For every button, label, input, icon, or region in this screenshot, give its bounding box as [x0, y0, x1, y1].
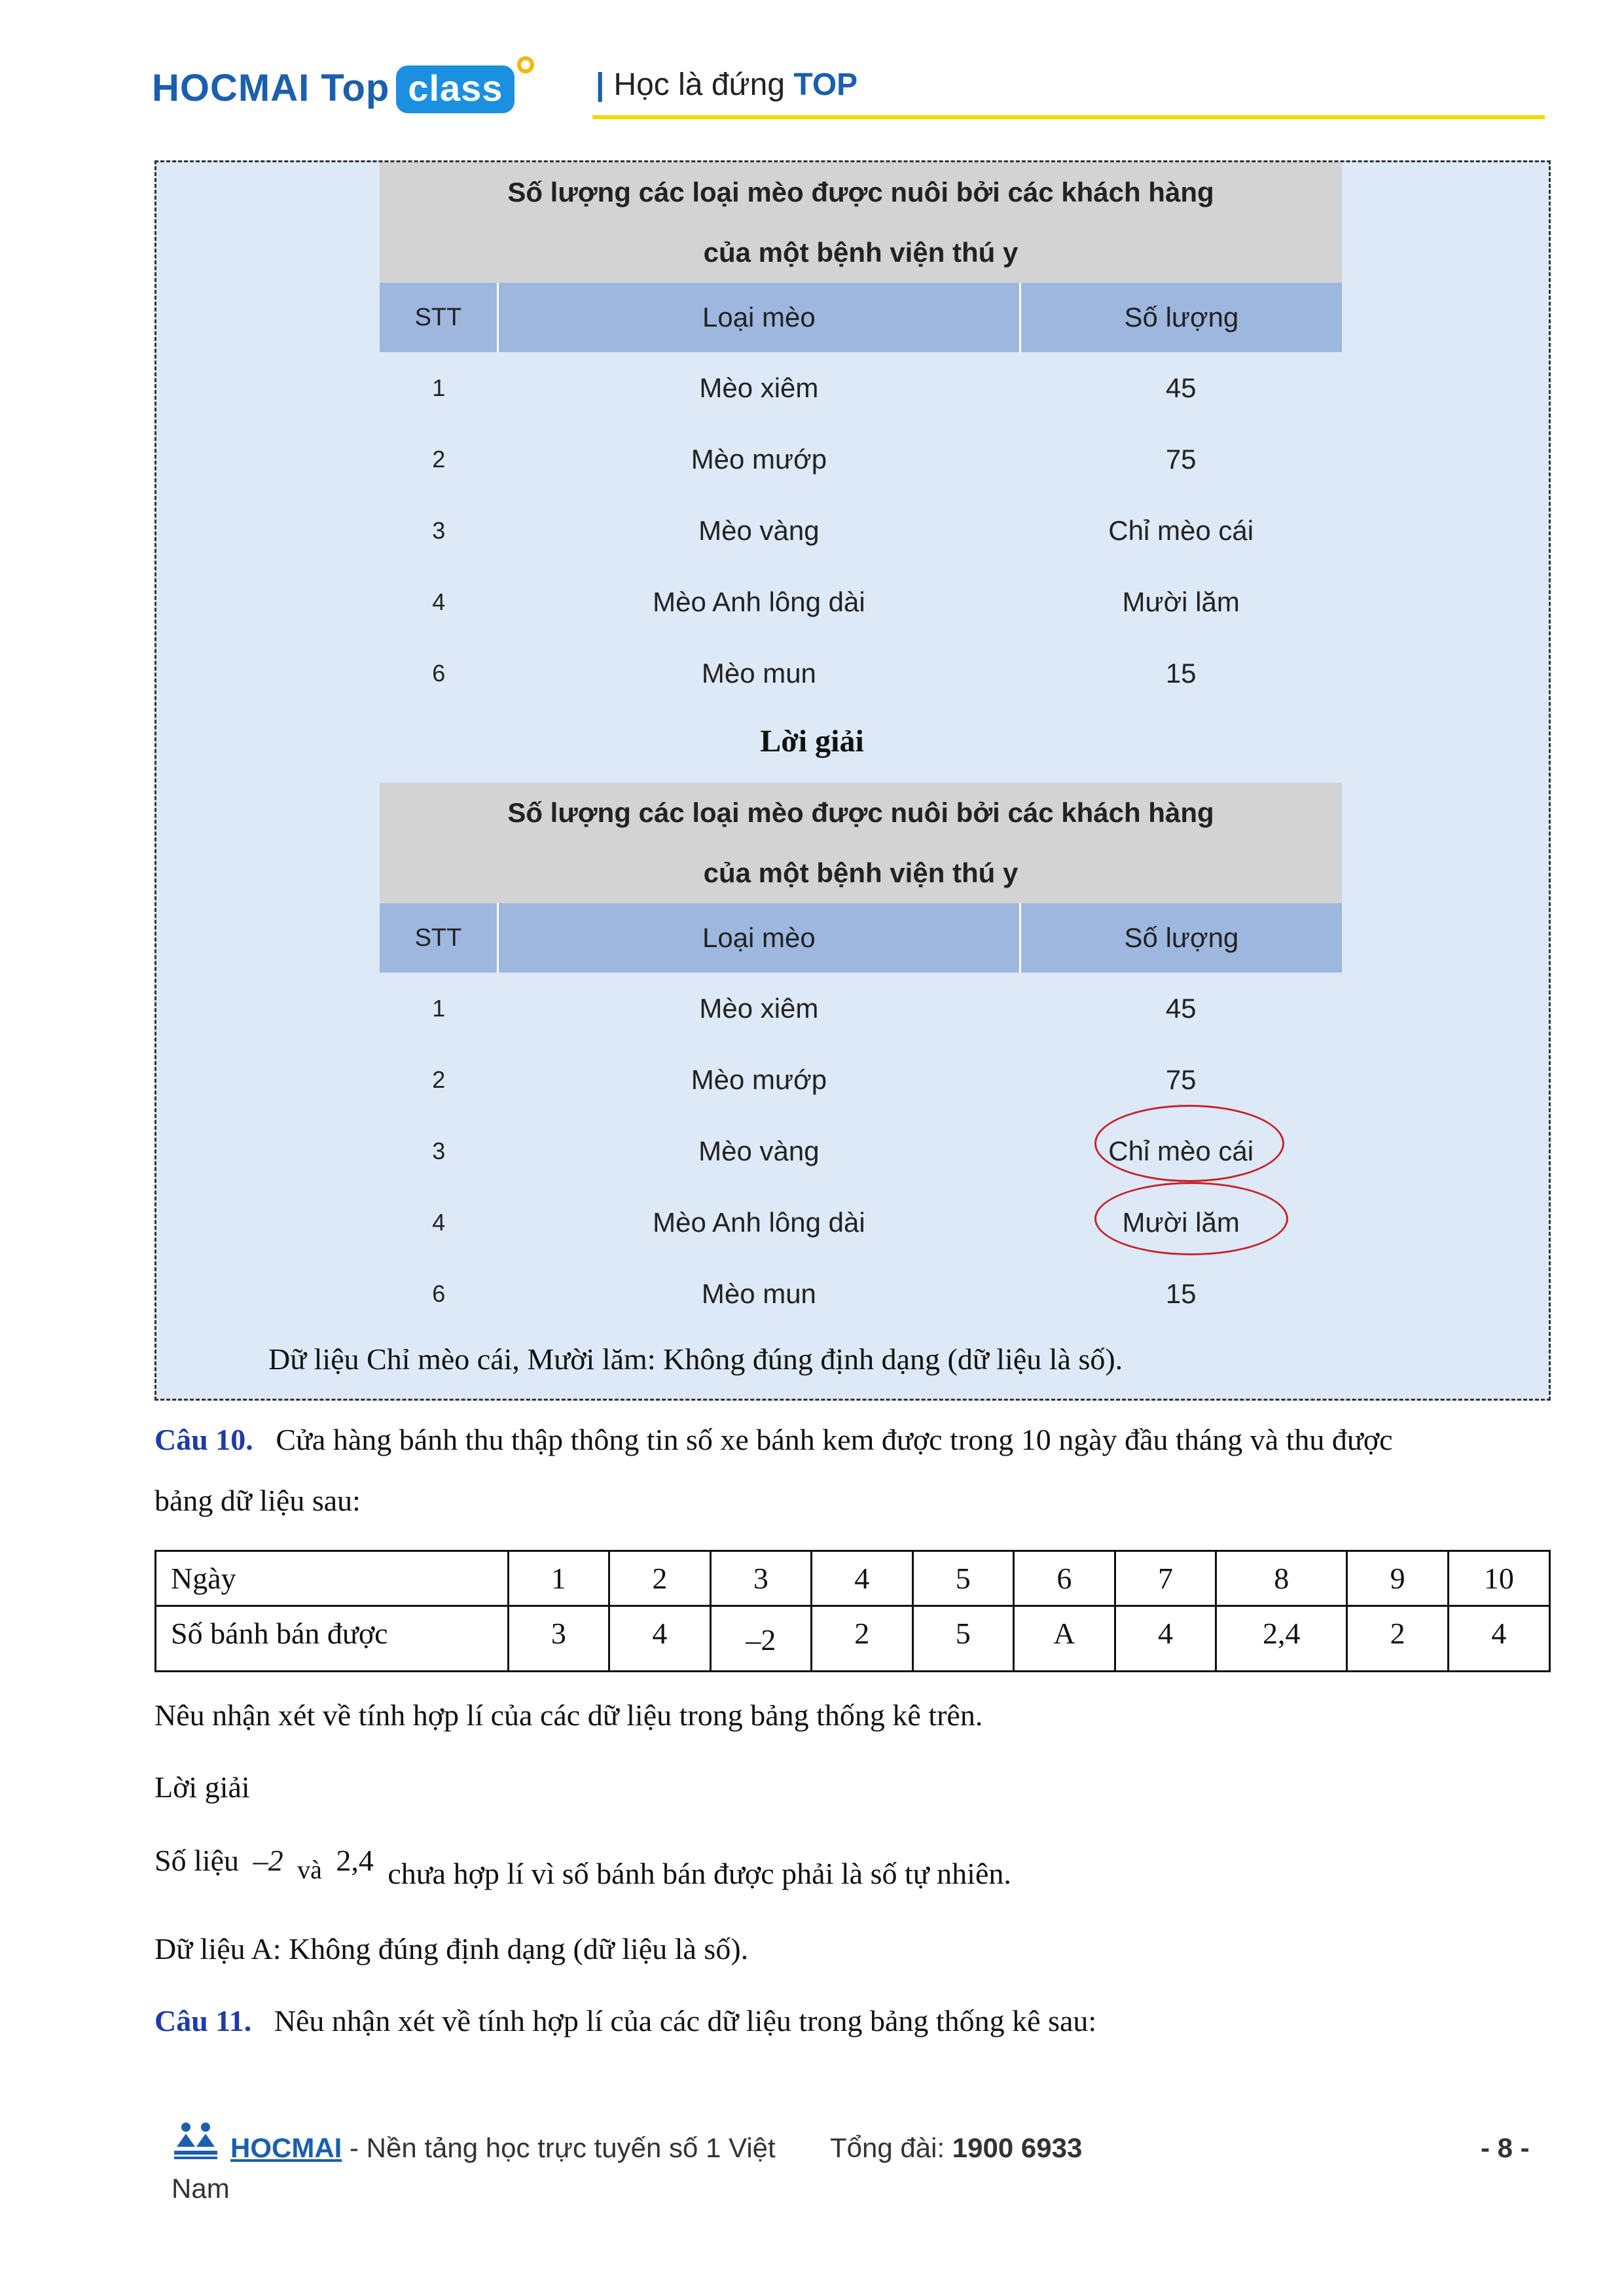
highlight-circle-muoi-lam [1094, 1182, 1288, 1255]
header-quantity: Số lượng [1020, 903, 1342, 973]
header-stt: STT [380, 903, 497, 973]
page-number: - 8 - [1481, 2132, 1530, 2163]
footer-hotline: Tổng đài: 1900 6933 [830, 2132, 1083, 2163]
table-row: Số bánh bán được 3 4 –2 2 5 A 4 2,4 2 4 [156, 1606, 1550, 1672]
question-label: Câu 11. [154, 2004, 252, 2037]
table-row: Ngày 1 2 3 4 5 6 7 8 9 10 [156, 1551, 1550, 1606]
logo-text: HOCMAI Top [152, 67, 390, 109]
solution-heading: Lời giải [760, 724, 864, 759]
table-header-row [380, 903, 1342, 973]
question-10-solution-line2: Dữ liệu A: Không đúng định dạng (dữ liệu là số). [154, 1932, 749, 1965]
header-stt: STT [380, 283, 497, 352]
table-row: 3 Mèo vàng Chỉ mèo cái [380, 495, 1342, 566]
table-title: Số lượng các loại mèo được nuôi bởi các khách hàng của một bệnh viện thú y [380, 783, 1342, 903]
footer-tagline-cont: Nam [171, 2173, 230, 2204]
question-10-line2: bảng dữ liệu sau: [154, 1484, 361, 1517]
table-title: Số lượng các loại mèo được nuôi bởi các khách hàng của một bệnh viện thú y [380, 162, 1342, 283]
slogan-prefix: Học là đứng [613, 67, 785, 102]
table-row: 6 Mèo mun 15 [380, 1258, 1342, 1329]
table-row: 4 Mèo Anh lông dài Mười lăm [380, 1187, 1342, 1258]
hocmai-logo [152, 65, 514, 113]
slogan: | Học là đứng TOP [596, 67, 858, 102]
table-row: 1 Mèo xiêm 45 [380, 973, 1342, 1044]
question-label: Câu 10. [154, 1423, 253, 1456]
table-row: 2 Mèo mướp 75 [380, 1044, 1342, 1115]
table-row: 1 Mèo xiêm 45 [380, 352, 1342, 423]
question-10-line1: Câu 10. Cửa hàng bánh thu thập thông tin số xe bánh kem được trong 10 ngày đầu tháng và thu được [154, 1423, 1393, 1456]
table-header-row [380, 283, 1342, 352]
header-quantity: Số lượng [1020, 283, 1342, 352]
hocmai-people-icon [171, 2121, 220, 2161]
header-divider [592, 115, 1545, 119]
cat-table-question [380, 162, 1342, 709]
sun-icon [517, 56, 534, 73]
highlight-circle-chi-meo-cai [1094, 1105, 1284, 1182]
table-row: 3 Mèo vàng Chỉ mèo cái [380, 1115, 1342, 1187]
footer-brand-link[interactable]: HOCMAI [230, 2132, 342, 2163]
solution-note: Dữ liệu Chỉ mèo cái, Mười lăm: Không đúng định dạng (dữ liệu là số). [268, 1342, 1123, 1376]
question-10-prompt: Nêu nhận xét về tính hợp lí của các dữ liệu trong bảng thống kê trên. [154, 1698, 983, 1732]
table-row: 4 Mèo Anh lông dài Mười lăm [380, 566, 1342, 637]
table-row: 6 Mèo mun 15 [380, 637, 1342, 709]
slogan-highlight: TOP [793, 67, 858, 102]
cake-sales-table [154, 1550, 1551, 1672]
table-row: 2 Mèo mướp 75 [380, 423, 1342, 495]
footer-tagline: HOCMAI - Nền tảng học trực tuyến số 1 Việt [230, 2132, 776, 2163]
question-11: Câu 11. Nêu nhận xét về tính hợp lí của các dữ liệu trong bảng thống kê sau: [154, 2004, 1097, 2037]
logo-class-badge: class [396, 65, 514, 113]
header-cat-type: Loại mèo [497, 283, 1020, 352]
header-cat-type: Loại mèo [497, 903, 1020, 973]
question-10-solution-label: Lời giải [154, 1770, 250, 1804]
question-10-solution-line1: Số liệu –2 và 2,4 chưa hợp lí vì số bánh bán được phải là số tự nhiên. [154, 1844, 1011, 1890]
